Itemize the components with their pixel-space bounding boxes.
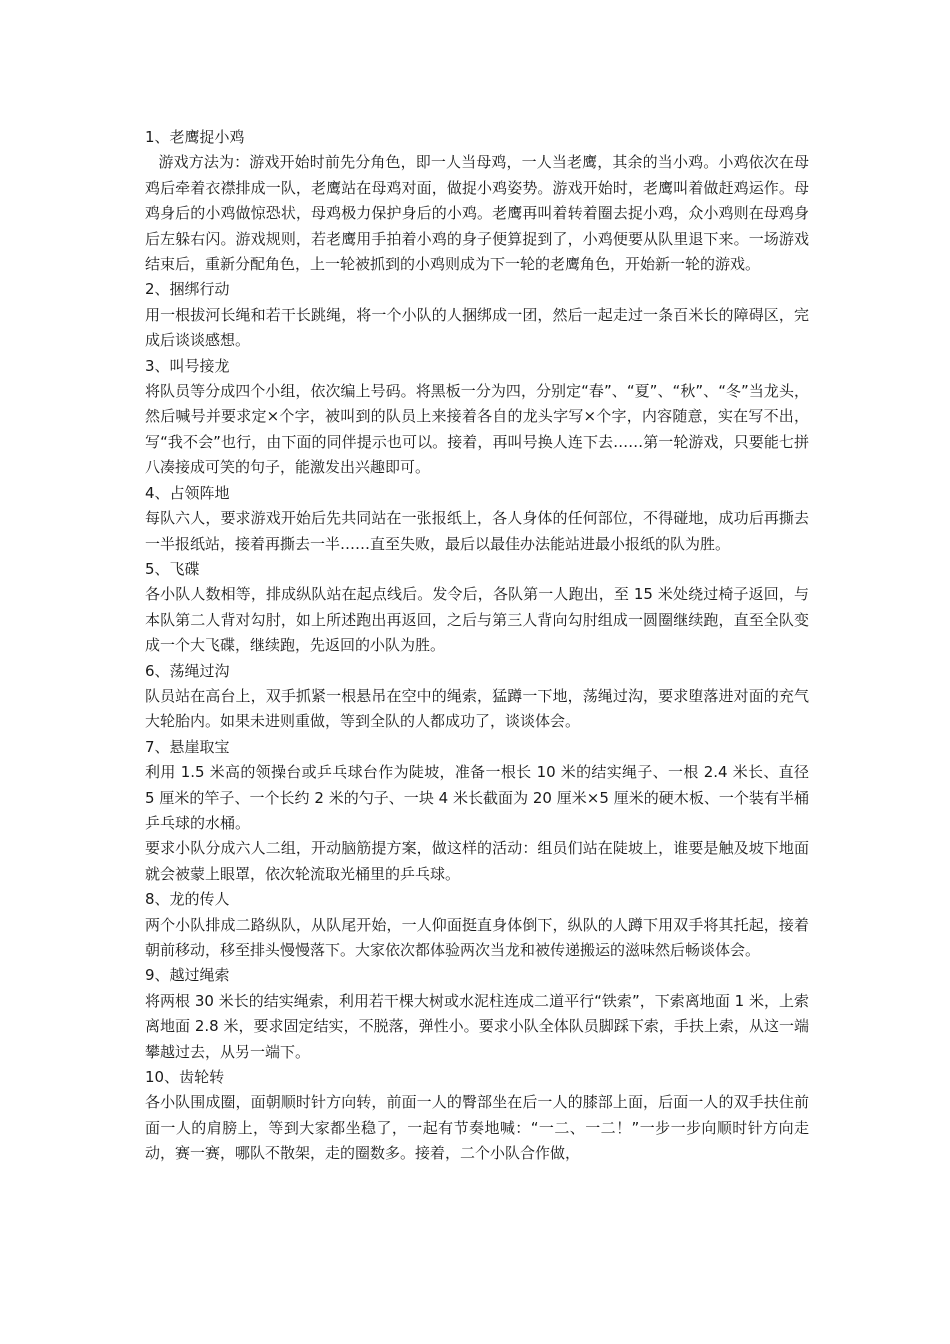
section-paragraph: 将两根 30 米长的结实绳索，利用若干棵大树或水泥柱连成二道平行“铁索”，下索离地面 1 米，上索离地面 2.8 米，要求固定结实，不脱落，弹性小。要求小队全体队员脚踩下索，手扶上索，从这一端攀越过去，从另一端下。 bbox=[145, 991, 809, 1061]
section-paragraph: 每队六人，要求游戏开始后先共同站在一张报纸上，各人身体的任何部位，不得碰地，成功后再撕去一半报纸站，接着再撕去一半……直至失败，最后以最佳办法能站进最小报纸的队为胜。 bbox=[145, 509, 809, 553]
section-cliff-treasure bbox=[145, 735, 809, 887]
section-paragraph: 两个小队排成二路纵队，从队尾开始，一人仰面挺直身体倒下，纵队的人蹲下用双手将其托起，接着朝前移动，移至排头慢慢落下。大家依次都体验两次当龙和被传递搬运的滋味然后畅谈体会。 bbox=[145, 915, 809, 959]
section-heading: 5、飞碟 bbox=[145, 559, 200, 578]
section-heading: 8、龙的传人 bbox=[145, 890, 230, 909]
section-heading: 10、齿轮转 bbox=[145, 1068, 225, 1087]
section-paragraph: 游戏方法为：游戏开始时前先分角色，即一人当母鸡，一人当老鹰，其余的当小鸡。小鸡依次在母鸡后牵着衣襟排成一队，老鹰站在母鸡对面，做捉小鸡姿势。游戏开始时，老鹰叫着做赶鸡运作。母鸡身后的小鸡做惊恐状，母鸡极力保护身后的小鸡。老鹰再叫着转着圈去捉小鸡，众小鸡则在母鸡身后左躲右闪。游戏规则，若老鹰用手拍着小鸡的身子便算捉到了，小鸡便要从队里退下来。一场游戏结束后，重新分配角色，上一轮被抓到的小鸡则成为下一轮的老鹰角色，开始新一轮的游戏。 bbox=[145, 153, 809, 274]
section-paragraph: 利用 1.5 米高的领操台或乒乓球台作为陡坡，准备一根长 10 米的结实绳子、一根 2.4 米长、直径 5 厘米的竿子、一个长约 2 米的勺子、一块 4 米长截面为 20 厘米×5 厘米的硬木板、一个装有半桶乒乓球的水桶。 bbox=[145, 763, 809, 832]
section-heading: 9、越过绳索 bbox=[145, 966, 230, 985]
section-paragraph: 将队员等分成四个小组，依次编上号码。将黑板一分为四，分别定“春”、“夏”、“秋”、“冬”当龙头，然后喊号并要求定×个字，被叫到的队员上来接着各自的龙头字写×个字，内容随意，实在写不出，写“我不会”也行，由下面的同伴提示也可以。接着，再叫号换人连下去……第一轮游戏，只要能七拼八凑接成可笑的句子，能激发出兴趣即可。 bbox=[145, 382, 809, 477]
section-heading: 1、老鹰捉小鸡 bbox=[145, 128, 245, 146]
section-dragon-descendants bbox=[145, 887, 809, 963]
section-heading: 6、荡绳过沟 bbox=[145, 661, 230, 680]
section-binding-action bbox=[145, 277, 809, 353]
section-paragraph: 队员站在高台上，双手抓紧一根悬吊在空中的绳索，猛蹲一下地，荡绳过沟，要求堕落进对面的充气大轮胎内。如果未进则重做，等到全队的人都成功了，谈谈体会。 bbox=[145, 686, 809, 731]
section-heading: 4、占领阵地 bbox=[145, 483, 230, 502]
section-number-relay bbox=[145, 354, 809, 481]
section-heading: 2、捆绑行动 bbox=[145, 280, 230, 299]
section-paragraph: 各小队围成圈，面朝顺时针方向转，前面一人的臀部坐在后一人的膝部上面，后面一人的双手扶住前面一人的肩膀上，等到大家都坐稳了，一起有节奏地喊：“一二、一二！”一步一步向顺时针方向走动，赛一赛，哪队不散架，走的圈数多。接着，二个小队合作做， bbox=[145, 1093, 809, 1163]
section-rope-swing bbox=[145, 659, 809, 735]
section-paragraph: 用一根拔河长绳和若干长跳绳，将一个小队的人捆绑成一团，然后一起走过一条百米长的障碍区，完成后谈谈感想。 bbox=[145, 305, 809, 350]
section-gear-turn bbox=[145, 1065, 809, 1167]
section-heading: 7、悬崖取宝 bbox=[145, 737, 230, 756]
section-paragraph: 各小队人数相等，排成纵队站在起点线后。发令后，各队第一人跑出，至 15 米处绕过椅子返回，与本队第二人背对勾肘，如上所述跑出再返回，之后与第三人背向勾肘组成一圆圈继续跑，直至全队变成一个大飞碟，继续跑，先返回的小队为胜。 bbox=[145, 585, 809, 655]
section-paragraph: 要求小队分成六人二组，开动脑筋提方案，做这样的活动：组员们站在陡坡上，谁要是触及坡下地面就会被蒙上眼罩，依次轮流取光桶里的乒乓球。 bbox=[145, 839, 809, 883]
section-heading: 3、叫号接龙 bbox=[145, 356, 230, 375]
section-cross-rope bbox=[145, 963, 809, 1065]
section-occupy-position bbox=[145, 481, 809, 557]
document-page bbox=[145, 125, 809, 1167]
section-flying-saucer bbox=[145, 557, 809, 659]
section-eagle-catch-chicks bbox=[145, 125, 809, 277]
